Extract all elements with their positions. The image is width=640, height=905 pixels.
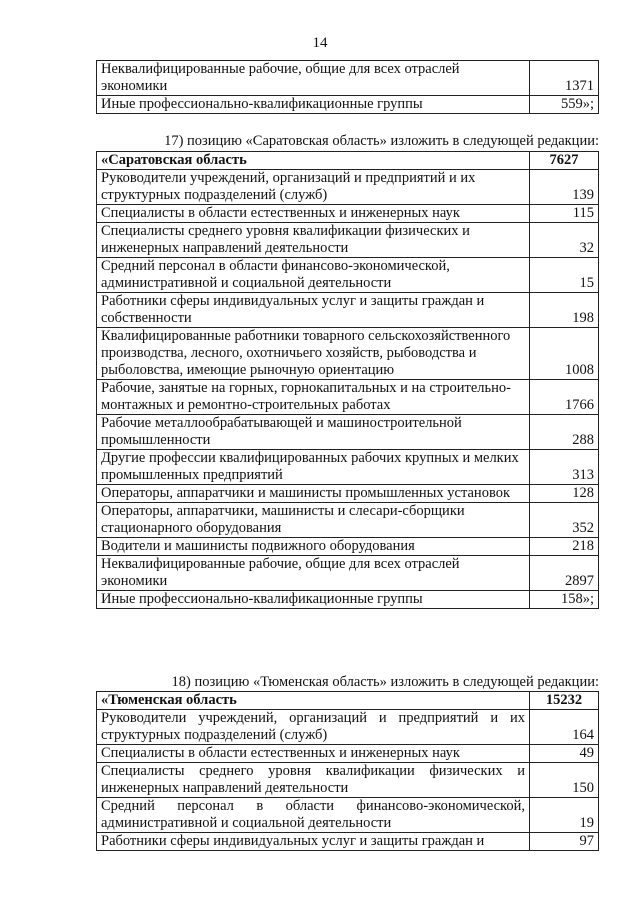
table-saratov-body [97, 152, 599, 609]
occupation-count: 32 [530, 223, 599, 258]
table-row [97, 415, 599, 450]
table-row [97, 205, 599, 223]
occupation-name: Специалисты среднего уровня квалификации физических и инженерных направлений деятельности [97, 223, 530, 258]
table-row [97, 61, 599, 96]
occupation-name: Другие профессии квалифицированных рабочих крупных и мелких промышленных предприятий [97, 450, 530, 485]
region-total: 7627 [530, 152, 599, 170]
table-row [97, 223, 599, 258]
table-row [97, 538, 599, 556]
occupation-name: Работники сферы индивидуальных услуг и защиты граждан и [97, 833, 530, 851]
table-row [97, 798, 599, 833]
occupation-name: Специалисты в области естественных и инженерных наук [97, 745, 530, 763]
region-name: «Саратовская область [97, 152, 530, 170]
table-saratov [96, 151, 599, 609]
table-row [97, 258, 599, 293]
occupation-name: Квалифицированные работники товарного сельскохозяйственного производства, лесного, охотничьего хозяйств, рыбоводства и рыболовства, имеющие рыночную ориентацию [97, 328, 530, 380]
occupation-count: 313 [530, 450, 599, 485]
occupation-count: 1766 [530, 380, 599, 415]
occupation-count: 139 [530, 170, 599, 205]
occupation-count: 97 [530, 833, 599, 851]
occupation-count: 559»; [530, 96, 599, 114]
section18-lead: 18) позицию «Тюменская область» изложить в следующей редакции: [171, 674, 599, 690]
occupation-count: 150 [530, 763, 599, 798]
table-row [97, 293, 599, 328]
occupation-name: Рабочие, занятые на горных, горнокапитальных и на строительно-монтажных и ремонтно-строительных работах [97, 380, 530, 415]
occupation-count: 198 [530, 293, 599, 328]
occupation-name: Руководители учреждений, организаций и предприятий и их структурных подразделений (служб) [97, 170, 530, 205]
table-header-row [97, 152, 599, 170]
occupation-name: Операторы, аппаратчики и машинисты промышленных установок [97, 485, 530, 503]
table-row [97, 96, 599, 114]
table-row [97, 591, 599, 609]
table-top-body [97, 61, 599, 114]
occupation-count: 19 [530, 798, 599, 833]
occupation-name: Иные профессионально-квалификационные группы [97, 96, 530, 114]
occupation-count: 288 [530, 415, 599, 450]
occupation-name: Работники сферы индивидуальных услуг и защиты граждан и собственности [97, 293, 530, 328]
table-row [97, 833, 599, 851]
occupation-name: Рабочие металлообрабатывающей и машиностроительной промышленности [97, 415, 530, 450]
occupation-count: 164 [530, 710, 599, 745]
table-row [97, 503, 599, 538]
table-row [97, 380, 599, 415]
table-tyumen [96, 691, 599, 851]
occupation-name: Средний персонал в области финансово-экономической, административной и социальной деятельности [97, 258, 530, 293]
occupation-count: 1008 [530, 328, 599, 380]
table-header-row [97, 692, 599, 710]
occupation-count: 158»; [530, 591, 599, 609]
occupation-count: 15 [530, 258, 599, 293]
section17-lead: 17) позицию «Саратовская область» изложить в следующей редакции: [164, 133, 599, 149]
table-row [97, 763, 599, 798]
occupation-count: 128 [530, 485, 599, 503]
occupation-count: 115 [530, 205, 599, 223]
table-row [97, 556, 599, 591]
region-name: «Тюменская область [97, 692, 530, 710]
occupation-name: Неквалифицированные рабочие, общие для всех отраслей экономики [97, 556, 530, 591]
table-row [97, 745, 599, 763]
occupation-count: 218 [530, 538, 599, 556]
table-row [97, 485, 599, 503]
occupation-name: Иные профессионально-квалификационные группы [97, 591, 530, 609]
table-row [97, 450, 599, 485]
occupation-name: Средний персонал в области финансово-экономической, административной и социальной деятельности [97, 798, 530, 833]
occupation-count: 2897 [530, 556, 599, 591]
occupation-count: 49 [530, 745, 599, 763]
page-number: 14 [312, 35, 328, 51]
occupation-name: Специалисты в области естественных и инженерных наук [97, 205, 530, 223]
region-total: 15232 [530, 692, 599, 710]
occupation-name: Специалисты среднего уровня квалификации физических и инженерных направлений деятельности [97, 763, 530, 798]
occupation-count: 352 [530, 503, 599, 538]
occupation-name: Руководители учреждений, организаций и предприятий и их структурных подразделений (служб) [97, 710, 530, 745]
table-row [97, 170, 599, 205]
occupation-name: Неквалифицированные рабочие, общие для всех отраслей экономики [97, 61, 530, 96]
occupation-count: 1371 [530, 61, 599, 96]
table-row [97, 710, 599, 745]
occupation-name: Операторы, аппаратчики, машинисты и слесари-сборщики стационарного оборудования [97, 503, 530, 538]
table-top [96, 60, 599, 114]
table-row [97, 328, 599, 380]
occupation-name: Водители и машинисты подвижного оборудования [97, 538, 530, 556]
table-tyumen-body [97, 692, 599, 851]
